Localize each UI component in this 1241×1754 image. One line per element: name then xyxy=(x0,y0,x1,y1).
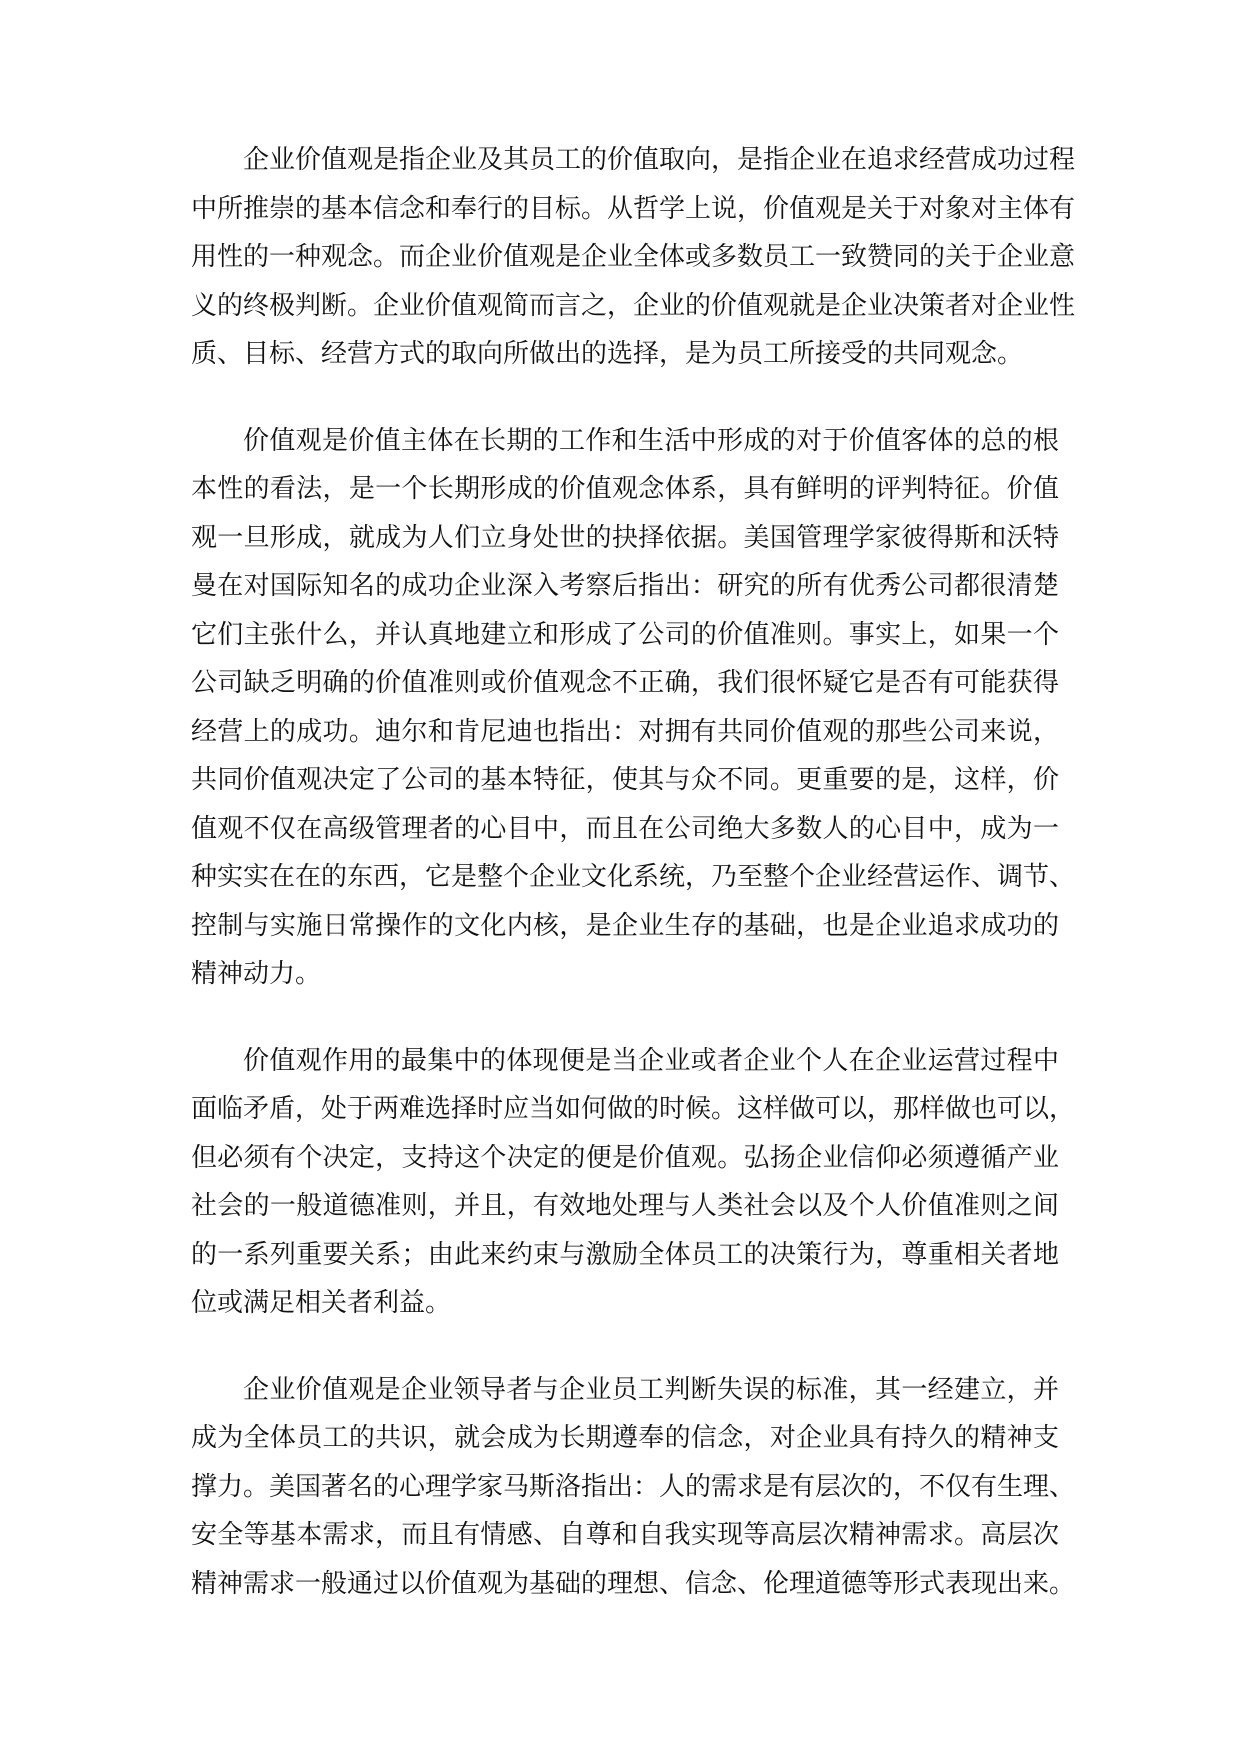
paragraph-4 xyxy=(191,1366,1076,1609)
paragraph-line: 观一旦形成，就成为人们立身处世的抉择依据。美国管理学家彼得斯和沃特 xyxy=(191,522,1059,553)
paragraph-line: 但必须有个决定，支持这个决定的便是价值观。弘扬企业信仰必须遵循产业 xyxy=(191,1142,1059,1173)
paragraph-line: 撑力。美国著名的心理学家马斯洛指出：人的需求是有层次的，不仅有生理、 xyxy=(191,1471,1076,1502)
paragraph-line: 安全等基本需求，而且有情感、自尊和自我实现等高层次精神需求。高层次 xyxy=(191,1520,1059,1550)
paragraph-line: 用性的一种观念。而企业价值观是企业全体或多数员工一致赞同的关于企业意 xyxy=(191,242,1076,272)
paragraph-line: 种实实在在的东西，它是整个企业文化系统，乃至整个企业经营运作、调节、 xyxy=(191,862,1076,892)
paragraph-line: 精神需求一般通过以价值观为基础的理想、信念、伦理道德等形式表现出来。 xyxy=(191,1568,1076,1599)
paragraph-line: 曼在对国际知名的成功企业深入考察后指出：研究的所有优秀公司都很清楚 xyxy=(191,571,1059,601)
paragraph-3 xyxy=(191,1037,1076,1328)
paragraph-line: 它们主张什么，并认真地建立和形成了公司的价值准则。事实上，如果一个 xyxy=(191,619,1059,650)
paragraph-line: 面临矛盾，处于两难选择时应当如何做的时候。这样做可以，那样做也可以， xyxy=(191,1094,1076,1124)
paragraph-line: 的一系列重要关系；由此来约束与激励全体员工的决策行为，尊重相关者地 xyxy=(191,1239,1059,1270)
paragraph-1 xyxy=(191,136,1076,379)
paragraph-line: 企业价值观是企业领导者与企业员工判断失误的标准，其一经建立，并 xyxy=(243,1374,1059,1405)
paragraph-line: 质、目标、经营方式的取向所做出的选择，是为员工所接受的共同观念。 xyxy=(191,339,1024,369)
paragraph-line: 经营上的成功。迪尔和肯尼迪也指出：对拥有共同价值观的那些公司来说， xyxy=(191,716,1059,747)
paragraph-line: 义的终极判断。企业价值观简而言之，企业的价值观就是企业决策者对企业性 xyxy=(191,290,1076,321)
paragraph-line: 精神动力。 xyxy=(191,959,322,989)
paragraph-line: 控制与实施日常操作的文化内核，是企业生存的基础，也是企业追求成功的 xyxy=(191,910,1059,941)
paragraph-line: 价值观是价值主体在长期的工作和生活中形成的对于价值客体的总的根 xyxy=(243,425,1059,456)
paragraph-line: 值观不仅在高级管理者的心目中，而且在公司绝大多数人的心目中，成为一 xyxy=(191,813,1059,844)
paragraph-line: 中所推崇的基本信念和奉行的目标。从哲学上说，价值观是关于对象对主体有 xyxy=(191,193,1076,224)
paragraph-line: 位或满足相关者利益。 xyxy=(191,1288,452,1318)
paragraph-line: 价值观作用的最集中的体现便是当企业或者企业个人在企业运营过程中 xyxy=(243,1045,1059,1076)
paragraph-line: 公司缺乏明确的价值准则或价值观念不正确，我们很怀疑它是否有可能获得 xyxy=(191,668,1059,698)
paragraph-line: 成为全体员工的共识，就会成为长期遵奉的信念，对企业具有持久的精神支 xyxy=(191,1423,1059,1453)
paragraph-line: 本性的看法，是一个长期形成的价值观念体系，具有鲜明的评判特征。价值 xyxy=(191,474,1059,504)
document-body xyxy=(191,136,1076,1646)
paragraph-2 xyxy=(191,417,1076,999)
paragraph-line: 共同价值观决定了公司的基本特征，使其与众不同。更重要的是，这样，价 xyxy=(191,765,1059,795)
paragraph-line: 企业价值观是指企业及其员工的价值取向，是指企业在追求经营成功过程 xyxy=(243,145,1076,175)
paragraph-line: 社会的一般道德准则，并且，有效地处理与人类社会以及个人价值准则之间 xyxy=(191,1191,1059,1221)
